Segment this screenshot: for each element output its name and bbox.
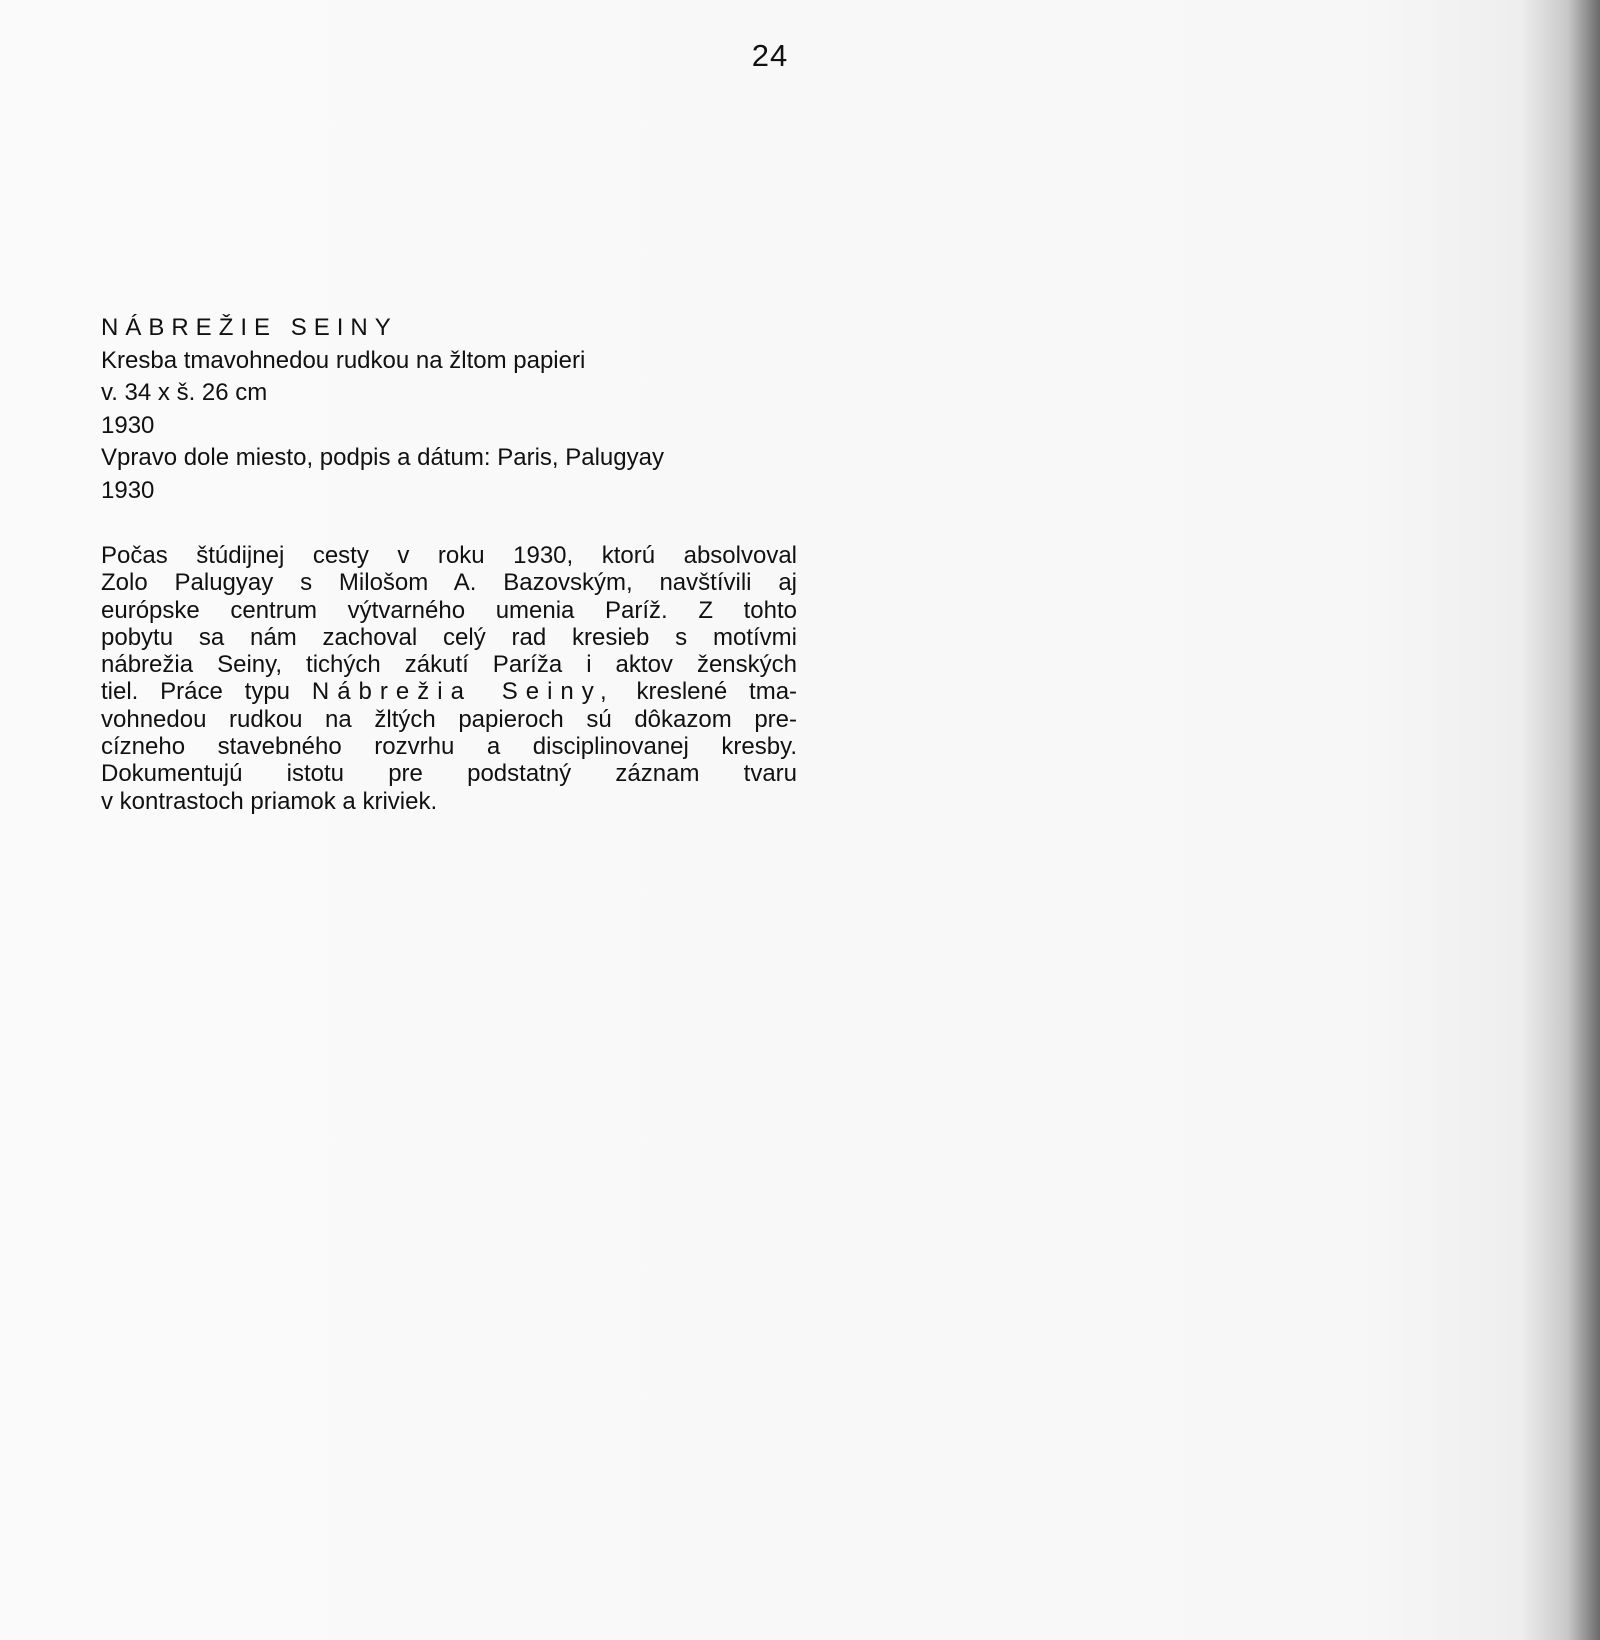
paragraph-line-mixed	[101, 678, 797, 705]
paragraph-line: Zolo Palugyay s Milošom A. Bazovským, navštívili aj	[101, 569, 797, 597]
paragraph-line: pobytu sa nám zachoval celý rad kresieb s motívmi	[101, 623, 797, 651]
artwork-year: 1930	[101, 411, 155, 439]
paragraph-line: cízneho stavebného rozvrhu a disciplinovanej kresby.	[101, 733, 797, 761]
artwork-title: NÁBREŽIE SEINY	[101, 314, 398, 341]
line-text-after: kreslené tma-	[636, 678, 798, 706]
artwork-signature: Vpravo dole miesto, podpis a dátum: Paris, Palugyay	[101, 444, 664, 472]
description-paragraph	[101, 542, 797, 815]
paragraph-line: európske centrum výtvarného umenia Paríž. Z tohto	[101, 596, 797, 624]
artwork-technique: Kresba tmavohnedou rudkou na žltom papieri	[101, 346, 586, 374]
paragraph-line: vohnedou rudkou na žltých papieroch sú dôkazom pre-	[101, 705, 797, 733]
paragraph-line: Počas štúdijnej cesty v roku 1930, ktorú absolvoval	[101, 542, 797, 569]
paragraph-line: Dokumentujú istotu pre podstatný záznam tvaru	[101, 760, 797, 788]
artwork-signature-year: 1930	[101, 476, 155, 504]
page-number: 24	[751, 38, 789, 73]
artwork-dimensions: v. 34 x š. 26 cm	[101, 379, 268, 407]
spaced-artwork-title: Nábrežia Seiny,	[311, 678, 615, 706]
line-text-before: tiel. Práce typu	[101, 678, 291, 706]
catalog-entry	[101, 312, 797, 508]
paragraph-line-last: v kontrastoch priamok a kriviek.	[101, 787, 438, 815]
paragraph-line: nábrežia Seiny, tichých zákutí Paríža i aktov ženských	[101, 651, 797, 679]
